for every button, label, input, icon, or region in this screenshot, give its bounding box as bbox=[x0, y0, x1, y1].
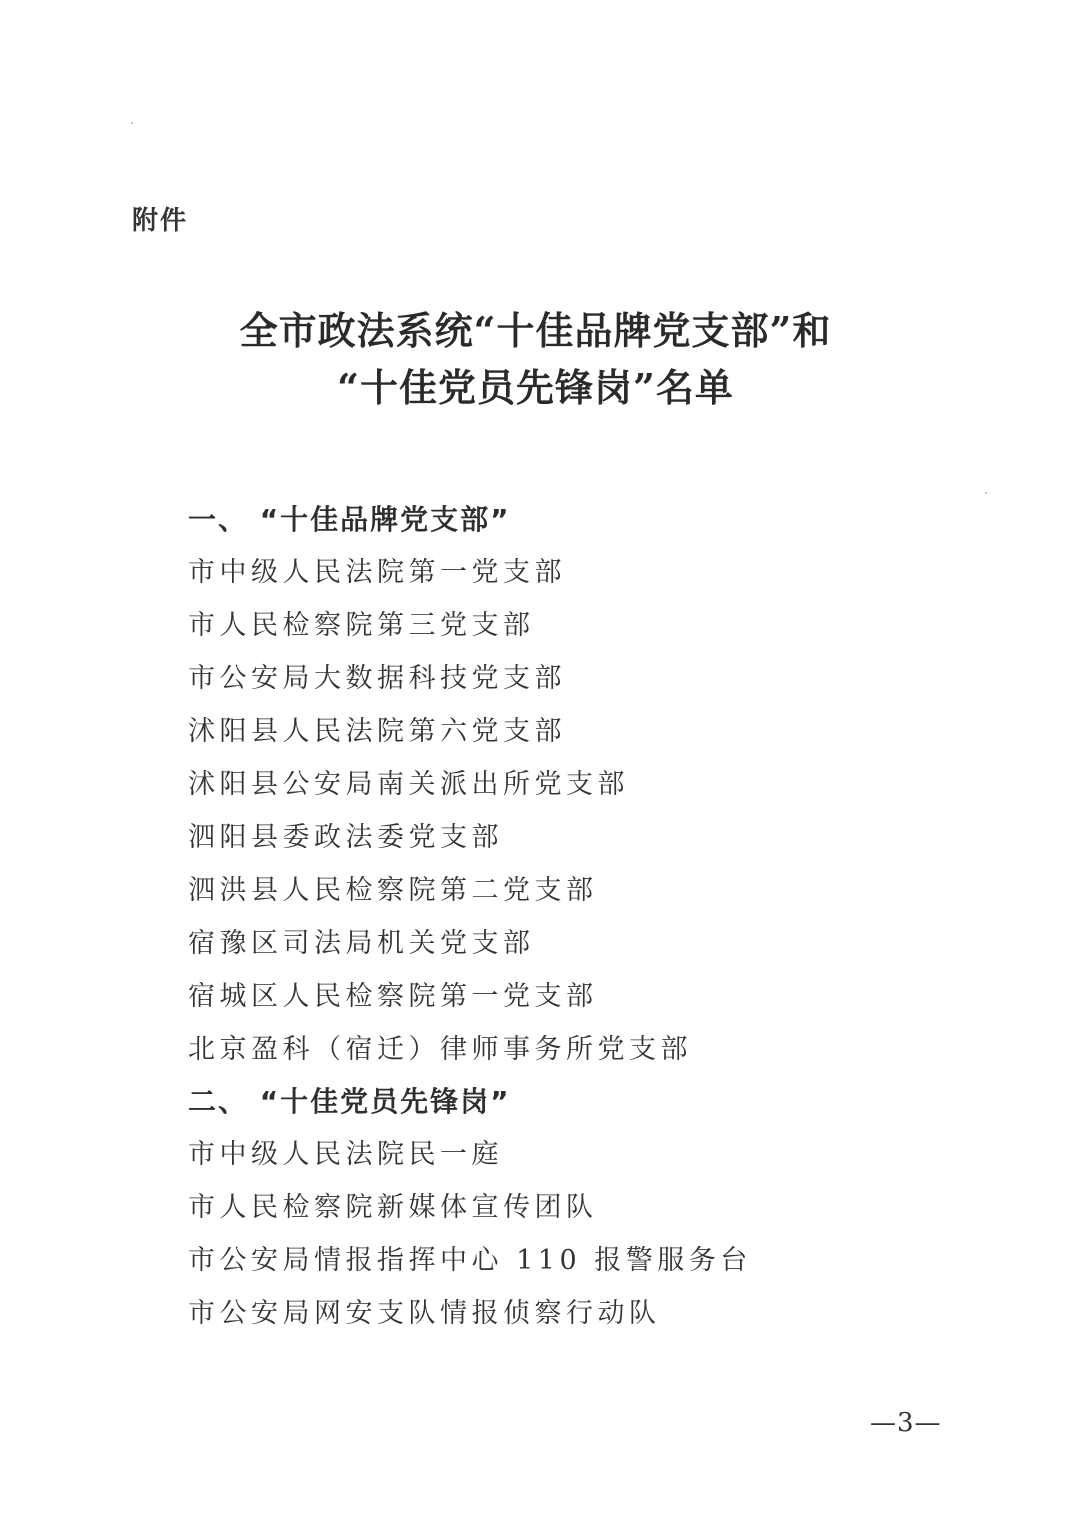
item-list bbox=[188, 1128, 888, 1340]
page-number: —3— bbox=[870, 1408, 942, 1438]
list-item: 市人民检察院新媒体宣传团队 bbox=[188, 1192, 598, 1223]
attachment-label: 附件 bbox=[132, 206, 189, 236]
item-list bbox=[188, 546, 888, 1076]
list-item: 沭阳县人民法院第六党支部 bbox=[188, 716, 566, 747]
scan-speck bbox=[131, 122, 133, 124]
list-item: 市公安局大数据科技党支部 bbox=[188, 663, 566, 694]
list-item: 泗阳县委政法委党支部 bbox=[188, 822, 503, 853]
list-item: 市人民检察院第三党支部 bbox=[188, 610, 535, 641]
list-item: 泗洪县人民检察院第二党支部 bbox=[188, 875, 598, 906]
section-party-branches bbox=[188, 500, 888, 1076]
section-vanguard-posts bbox=[188, 1082, 888, 1340]
scan-speck bbox=[985, 492, 987, 494]
list-item: 市中级人民法院第一党支部 bbox=[188, 557, 566, 588]
list-item: 市公安局网安支队情报侦察行动队 bbox=[188, 1298, 661, 1329]
section-heading: 二、 “十佳党员先锋岗” bbox=[188, 1085, 511, 1118]
list-item: 市中级人民法院民一庭 bbox=[188, 1139, 503, 1170]
document-title-line-2: “十佳党员先锋岗”名单 bbox=[337, 365, 734, 410]
section-heading: 一、 “十佳品牌党支部” bbox=[188, 503, 511, 536]
list-item: 宿豫区司法局机关党支部 bbox=[188, 928, 535, 959]
list-item: 市公安局情报指挥中心 110 报警服务台 bbox=[188, 1245, 752, 1276]
list-item: 沭阳县公安局南关派出所党支部 bbox=[188, 769, 629, 800]
document-title-line-1: 全市政法系统“十佳品牌党支部”和 bbox=[239, 308, 832, 353]
list-item: 宿城区人民检察院第一党支部 bbox=[188, 981, 598, 1012]
list-item: 北京盈科（宿迁）律师事务所党支部 bbox=[188, 1034, 692, 1065]
